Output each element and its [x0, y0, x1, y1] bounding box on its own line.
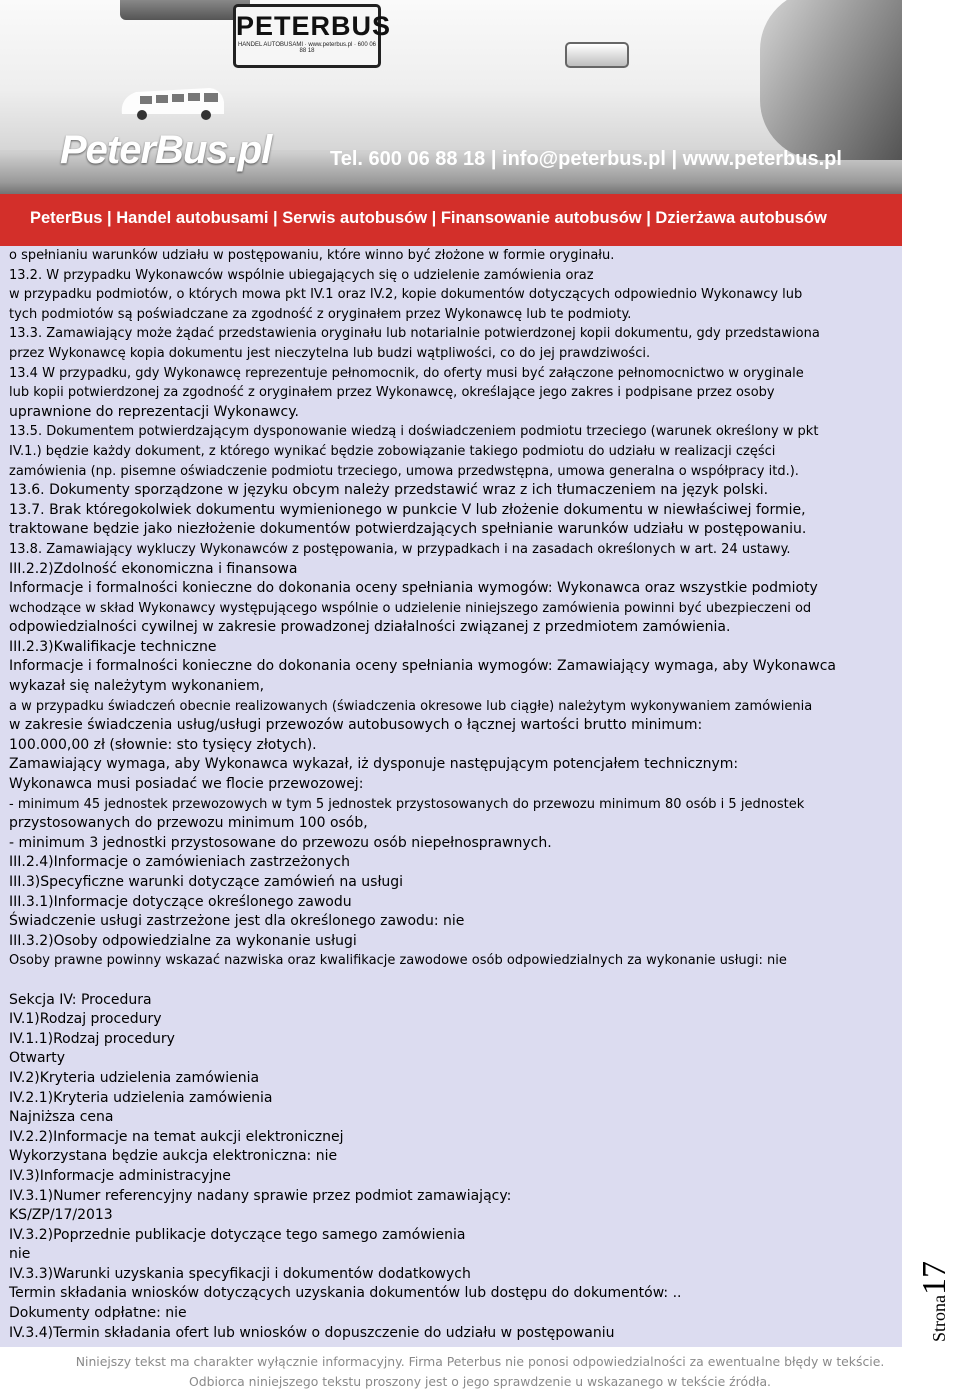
text-line: przystosowanych do przewozu minimum 100 osób,: [9, 815, 368, 832]
text-line: 13.4 W przypadku, gdy Wykonawcę reprezentuje pełnomocnik, do oferty musi być załączone pełnomocnictwo w oryginale: [9, 365, 804, 381]
text-line: Osoby prawne powinny wskazać nazwiska oraz kwalifikacje zawodowe osób odpowiedzialnych za wykonanie usługi: nie: [9, 953, 787, 969]
service-list: PeterBus | Handel autobusami | Serwis autobusów | Finansowanie autobusów | Dzierżawa autobusów: [30, 209, 827, 227]
text-line: o spełnianiu warunków udziału w postępowaniu, które winno być złożone w formie oryginału.: [9, 248, 615, 263]
text-line: zamówienia (np. pisemne oświadczenie podmiotu trzeciego, umowa przedwstępna, umowa generalna o współpracy itd.).: [9, 463, 799, 479]
text-line: uprawnione do reprezentacji Wykonawcy.: [9, 403, 299, 420]
text-line: w przypadku podmiotów, o których mowa pkt IV.1 oraz IV.2, kopie dokumentów dotyczących odpowiednio Wykonawcy lub: [9, 287, 803, 303]
text-line: Wykonawca musi posiadać we flocie przewozowej:: [9, 776, 364, 793]
text-line: Świadczenie usługi zastrzeżone jest dla określonego zawodu: nie: [9, 913, 465, 930]
brand-logo: PeterBus.pl: [60, 128, 272, 172]
reference-number: KS/ZP/17/2013: [9, 1207, 113, 1224]
text-line: Zamawiający wymaga, aby Wykonawca wykazał, iż dysponuje następującym potencjałem technicznym:: [9, 756, 739, 773]
text-line: nie: [9, 1246, 31, 1263]
section-heading: IV.3.1)Numer referencyjny nadany sprawie przez podmiot zamawiający:: [9, 1187, 512, 1204]
fog-lamp: [565, 42, 629, 68]
section-heading: III.2.2)Zdolność ekonomiczna i finansowa: [9, 560, 298, 577]
document-body: [0, 246, 902, 1347]
footer-line: Odbiorca niniejszego tekstu proszony jest o jego sprawdzenie u wskazanego w tekście źródła.: [189, 1374, 771, 1389]
section-heading: IV.2.2)Informacje na temat aukcji elektronicznej: [9, 1128, 344, 1145]
text-line: IV.1.) będzie każdy dokument, z którego wynikać będzie zobowiązanie takiego podmiotu do udziału w realizacji części: [9, 443, 776, 459]
text-line: tych podmiotów są poświadczane za zgodność z oryginałem przez Wykonawcę lub te podmioty.: [9, 306, 632, 322]
section-heading: IV.3)Informacje administracyjne: [9, 1167, 231, 1184]
section-heading: IV.2.1)Kryteria udzielenia zamówienia: [9, 1089, 273, 1106]
text-line: Termin składania wniosków dotyczących uzyskania dokumentów lub dostępu do dokumentów: ..: [9, 1285, 682, 1302]
section-heading: III.3.2)Osoby odpowiedzialne za wykonanie usługi: [9, 932, 357, 949]
text-line: Dokumenty odpłatne: nie: [9, 1305, 187, 1322]
text-line: w zakresie świadczenia usług/usługi przewozów autobusowych o łącznej wartości brutto minimum:: [9, 717, 703, 734]
text-line: - minimum 3 jednostki przystosowane do przewozu osób niepełnosprawnych.: [9, 834, 552, 851]
footer-line: Niniejszy tekst ma charakter wyłącznie informacyjny. Firma Peterbus nie ponosi odpowiedzialności za ewentualne błędy w tekście.: [75, 1354, 885, 1369]
text-line: Informacje i formalności konieczne do dokonania oceny spełniania wymogów: Zamawiający wymaga, aby Wykonawca: [9, 658, 836, 675]
text-line: 13.5. Dokumentem potwierdzającym dysponowanie wiedzą i doświadczeniem podmiotu trzeciego (warunek określony w pkt: [9, 424, 819, 440]
service-strip: [0, 194, 902, 246]
text-line: - minimum 45 jednostek przewozowych w tym 5 jednostek przystosowanych do przewozu minimum 80 osób i 5 jednostek: [9, 796, 805, 812]
section-heading: III.2.3)Kwalifikacje techniczne: [9, 638, 217, 655]
text-line: lub kopii potwierdzonej za zgodność z oryginałem przez Wykonawcę, określające jego zakres i podpisane przez osoby: [9, 385, 775, 401]
section-heading: III.2.4)Informacje o zamówieniach zastrzeżonych: [9, 854, 350, 871]
text-line: 13.3. Zamawiający może żądać przedstawienia oryginału lub notarialnie potwierdzonej kopii dokumentu, gdy przedstawiona: [9, 326, 820, 342]
page-label: Strona: [929, 1295, 949, 1342]
bus-corner: [760, 0, 902, 160]
text-line: Informacje i formalności konieczne do dokonania oceny spełniania wymogów: Wykonawca oraz wszystkie podmioty: [9, 580, 818, 597]
plate-text: PETERBUS: [236, 11, 392, 41]
section-heading: III.3)Specyficzne warunki dotyczące zamówień na usługi: [9, 874, 404, 890]
header-banner: [0, 0, 902, 246]
section-heading: IV.1)Rodzaj procedury: [9, 1011, 162, 1028]
section-heading: IV.3.2)Poprzednie publikacje dotyczące tego samego zamówienia: [9, 1226, 466, 1243]
license-plate: [233, 4, 392, 68]
section-heading: Sekcja IV: Procedura: [9, 991, 152, 1008]
page-number-value: 17: [916, 1261, 953, 1295]
text-line: wchodzące w skład Wykonawcy występującego wspólnie o udzielenie niniejszego zamówienia powinni być ubezpieczeni od: [9, 600, 812, 616]
text-line: Wykorzystana będzie aukcja elektroniczna: nie: [9, 1148, 338, 1165]
bus-logo-icon: [118, 84, 228, 122]
footer-disclaimer: [0, 1352, 960, 1392]
section-heading: IV.1.1)Rodzaj procedury: [9, 1030, 175, 1047]
contact-line: Tel. 600 06 88 18 | info@peterbus.pl | www.peterbus.pl: [330, 148, 842, 170]
blank-line: [0, 971, 902, 991]
section-heading: IV.3.4)Termin składania ofert lub wniosków o dopuszczenie do udziału w postępowaniu: [9, 1324, 615, 1341]
plate-subtext: HANDEL AUTOBUSAMI · www.peterbus.pl · 600 06 88 18: [237, 42, 377, 54]
text-line: odpowiedzialności cywilnej w zakresie prowadzonej działalności związanej z przedmiotem zamówienia.: [9, 619, 731, 636]
text-line: 13.8. Zamawiający wykluczy Wykonawców z postępowania, w przypadkach i na zasadach określonych w art. 24 ustawy.: [9, 541, 791, 557]
text-line: 13.6. Dokumenty sporządzone w języku obcym należy przedstawić wraz z ich tłumaczeniem na język polski.: [9, 482, 769, 499]
section-heading: IV.2)Kryteria udzielenia zamówienia: [9, 1069, 260, 1086]
section-heading: III.3.1)Informacje dotyczące określonego zawodu: [9, 893, 352, 910]
text-line: traktowane będzie jako niezłożenie dokumentów potwierdzających spełnianie warunków udziału w postępowaniu.: [9, 521, 807, 538]
text-line: 100.000,00 zł (słownie: sto tysięcy złotych).: [9, 736, 317, 753]
page-number: [916, 1261, 954, 1342]
text-line: Otwarty: [9, 1050, 66, 1067]
text-line: 13.7. Brak któregokolwiek dokumentu wymienionego w punkcie V lub złożenie dokumentu w niewłaściwej formie,: [9, 501, 806, 518]
section-heading: IV.3.3)Warunki uzyskania specyfikacji i dokumentów dodatkowych: [9, 1265, 471, 1282]
text-line: przez Wykonawcę kopia dokumentu jest nieczytelna lub budzi wątpliwości, co do jej prawdziwości.: [9, 345, 651, 361]
text-line: a w przypadku świadczeń obecnie realizowanych (świadczenia okresowe lub ciągłe) należytym wykonywaniem zamówienia: [9, 698, 813, 714]
bus-grille: [120, 0, 250, 20]
text-line: 13.2. W przypadku Wykonawców wspólnie ubiegających się o udzielenie zamówienia oraz: [9, 267, 594, 283]
text-line: Najniższa cena: [9, 1109, 114, 1126]
text-line: wykazał się należytym wykonaniem,: [9, 678, 265, 695]
